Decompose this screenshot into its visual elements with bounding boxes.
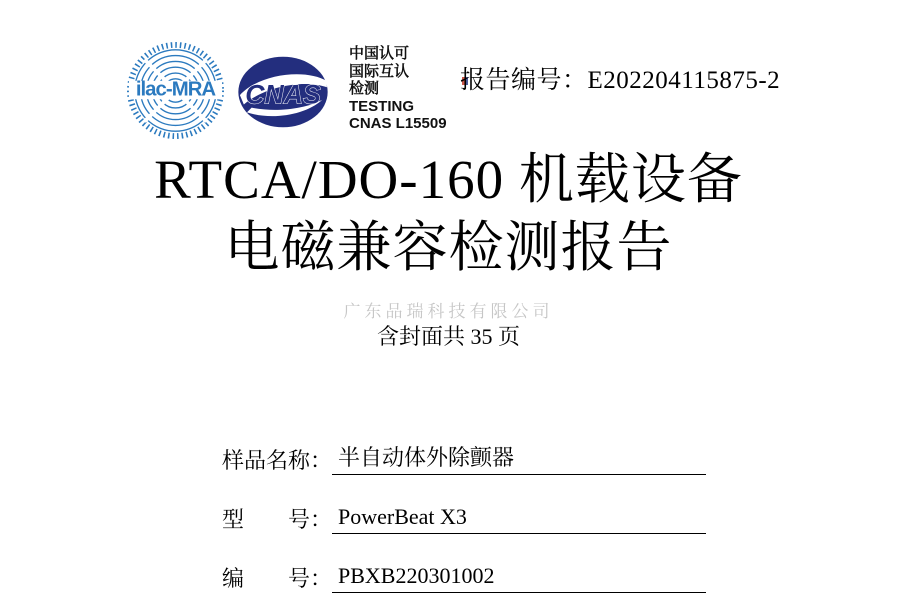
report-number-value: E202204115875-2 [587, 67, 781, 94]
accreditation-line-2: 国际互认 [349, 62, 410, 80]
accreditation-line-4: TESTING [349, 97, 415, 115]
field-serial-number-label-start: 编 [222, 566, 245, 591]
accreditation-text-block [349, 45, 459, 133]
field-sample-name [222, 444, 706, 475]
cnas-text: CNAS [245, 79, 321, 110]
ilac-mra-logo-graphic [127, 40, 224, 141]
cnas-logo-graphic [236, 53, 330, 131]
field-serial-number-label-end: 号 [287, 566, 310, 591]
report-title [0, 146, 897, 282]
company-watermark: 广东品瑞科技有限公司 [343, 302, 554, 321]
field-model [222, 503, 706, 534]
field-model-label [222, 506, 310, 534]
field-serial-number [222, 562, 706, 593]
field-serial-number-colon: ： [310, 566, 333, 591]
ilac-mra-text: ilac-MRA [135, 78, 216, 101]
ilac-mra-logo [127, 40, 224, 141]
accreditation-line-1: 中国认可 [349, 45, 410, 62]
report-number-label: 报告编号： [460, 67, 588, 94]
accreditation-line-3: 检测 [349, 80, 380, 97]
report-title-line1: RTCA/DO-160 机载设备 [154, 149, 743, 210]
field-sample-name-label [222, 447, 310, 475]
field-serial-number-value: PBXB220301002 [332, 562, 706, 593]
field-model-label-end: 号 [287, 507, 310, 532]
report-title-line2: 电磁兼容检测报告 [224, 217, 673, 278]
report-number [460, 60, 780, 96]
field-sample-name-colon: ： [310, 448, 333, 473]
field-model-value: PowerBeat X3 [332, 503, 706, 534]
field-model-label-start: 型 [222, 507, 245, 532]
field-sample-name-value: 半自动体外除颤器 [332, 444, 706, 475]
page-count: 含封面共 35 页 [376, 324, 520, 349]
cnas-logo [236, 53, 330, 131]
accreditation-line-5: CNAS L15509 [349, 115, 447, 132]
field-model-colon: ： [310, 507, 333, 532]
field-sample-name-label-start: 样品名称 [222, 448, 311, 473]
field-serial-number-label [222, 565, 310, 593]
